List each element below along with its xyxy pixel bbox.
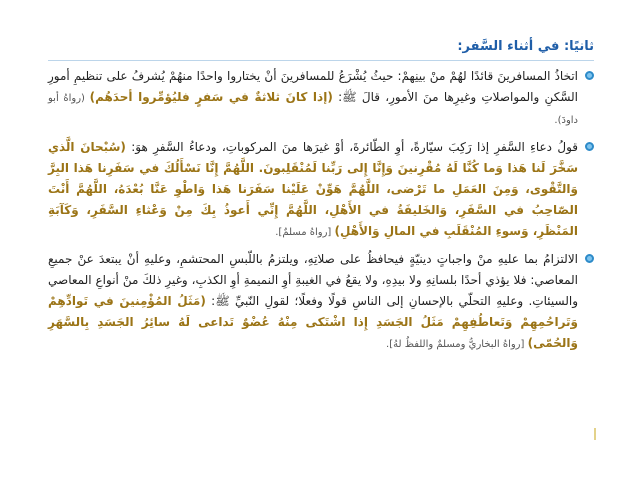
paragraph: [48, 137, 578, 243]
bullet-list: [48, 66, 594, 361]
paragraph-text: قولُ دعاءِ السَّفرِ إذا رَكِبَ سيّارةً، أوِ الطّائرةَ، أوْ غيرَها منَ المركوباتِ، ودعاءُ السَّفرِ هوَ:: [125, 140, 579, 154]
hadith-quote: (مَثَلُ المُؤْمِنينَ في تَوادِّهِمْ وَتَراحُمِهِمْ وَتَعاطُفِهِمْ مَثَلُ الجَسَدِ إِذا اشْتَكى مِنْهُ عُضْوٌ تَداعى لَهُ سائِرُ الجَسَدِ بِالسَّهَرِ وَالحُمّى): [48, 294, 578, 350]
hadith-quote: (إذا كانَ ثلاثةٌ في سَفرٍ فليُؤمِّروا أحدَهُم): [89, 90, 333, 104]
bullet-icon: [585, 142, 594, 151]
paragraph-text: الالتزامُ بما عليهِ منْ واجباتٍ دينيّةٍ فيحافظُ على صلاتِهِ، ويلتزمُ باللّبسِ المحتشمِ، وعليهِ أنْ يبتعدَ عنْ جميعِ المعاصي: فلا يؤذي أحدًا بلسانِهِ ولا بيدِهِ، ولا يقعُ في الغيبةِ أوِ النميمةِ أوِ الكذبِ، وغيرِ ذلكَ منْ أنواعِ المعاصي والسيئاتِ. وعليهِ التحلّي بالإحسانِ إلى الناسِ قولًا وفعلًا؛ لقولِ النّبيِّ ﷺ:: [48, 252, 578, 308]
bullet-icon: [585, 71, 594, 80]
reference: [رواهُ البخاريُّ ومسلمٌ واللفظُ لهُ].: [386, 339, 528, 350]
page-marker: [594, 428, 596, 440]
section-title: ثانيًا: في أثناء السَّفر:: [457, 39, 594, 54]
section-header: [48, 38, 594, 61]
reference: (رواهُ أبو داودَ).: [48, 93, 578, 126]
list-item: [48, 137, 594, 243]
travel-prayer-quote: (سُبْحانَ الَّذي سَخَّرَ لَنا هَذا وَما كُنَّا لَهُ مُقْرِنينَ وَإِنَّا إِلى رَبِّنا لَمُنْقَلِبونَ. اللَّهُمَّ إِنَّا نَسْأَلُكَ في سَفَرِنا هَذا البِرَّ وَالتَّقْوى، وَمِنَ العَمَلِ ما تَرْضى، اللَّهُمَّ هَوِّنْ عَلَيْنا سَفَرَنا هَذا وَاطْوِ عَنَّا بُعْدَهُ، اللَّهُمَّ أَنْتَ الصّاحِبُ في السَّفَرِ، وَالخَليفَةُ في الأَهْلِ، اللَّهُمَّ إِنِّي أَعوذُ بِكَ مِنْ وَعْثاءِ السَّفَرِ، وَكَآبَةِ المَنْظَرِ، وَسوءِ المُنْقَلَبِ في المالِ وَالأَهْلِ): [48, 140, 578, 238]
reference: [رواهُ مسلمٌ].: [275, 227, 335, 238]
paragraph: [48, 66, 578, 131]
paragraph: [48, 249, 578, 355]
list-item: [48, 66, 594, 131]
paragraph-text: اتخاذُ المسافرينَ قائدًا لهُمْ منْ بينِهمْ: حيثُ يُشْرَعُ للمسافرينَ أنْ يختاروا واحدًا منهُمْ يُشرفُ على تنظيمِ أمورِ السَّكنِ والمواصلاتِ وغيرِها منَ الأمورِ، قالَ ﷺ:: [48, 69, 579, 104]
bullet-icon: [585, 254, 594, 263]
list-item: [48, 249, 594, 355]
